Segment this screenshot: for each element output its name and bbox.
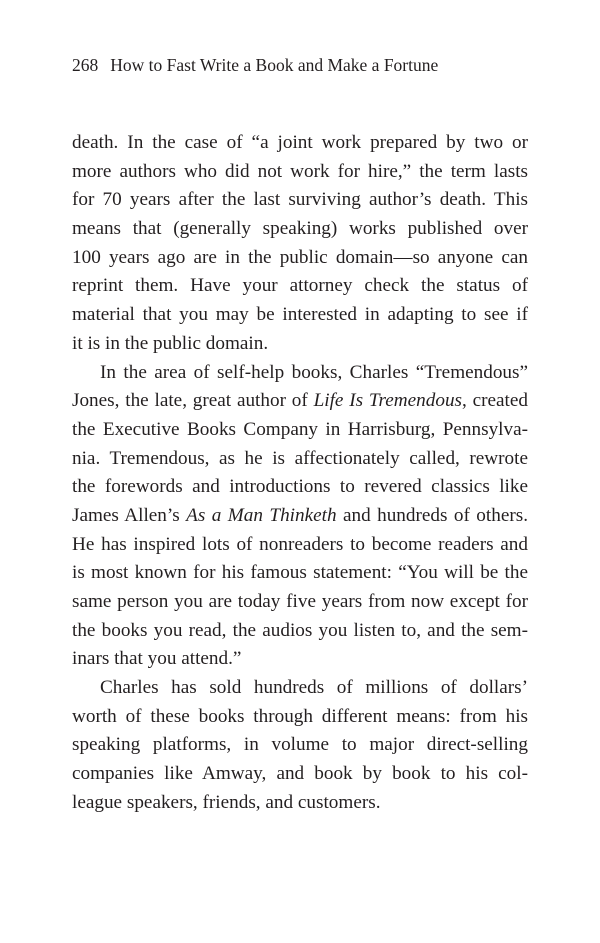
text-line bbox=[72, 129, 528, 158]
paragraph bbox=[72, 129, 528, 359]
text-line bbox=[72, 674, 528, 703]
paragraph bbox=[72, 674, 528, 817]
italic-title: Life Is Tremendous bbox=[313, 390, 462, 412]
text-segment: league speakers, friends, and customers. bbox=[72, 791, 381, 813]
text-line bbox=[72, 502, 528, 531]
text-segment: more authors who did not work for hire,” the term lasts bbox=[72, 160, 528, 182]
page-body-text bbox=[72, 129, 528, 818]
text-line bbox=[72, 617, 528, 646]
text-segment: means that (generally speaking) works published over bbox=[72, 218, 528, 240]
text-segment: , created bbox=[462, 390, 528, 412]
text-line bbox=[72, 473, 528, 502]
text-segment: In the area of self-help books, Charles “Tremendous” bbox=[100, 361, 528, 383]
text-segment: He has inspired lots of nonreaders to become readers and bbox=[72, 533, 528, 555]
text-segment: it is in the public domain. bbox=[72, 332, 269, 354]
text-segment: same person you are today five years from now except for bbox=[72, 591, 528, 612]
text-segment: companies like Amway, and book by book to his col- bbox=[72, 763, 528, 785]
text-segment: material that you may be interested in adapting to see if bbox=[72, 304, 528, 326]
text-line bbox=[72, 244, 528, 273]
text-line bbox=[72, 760, 528, 789]
text-segment: the Executive Books Company in Harrisburg, Pennsylva- bbox=[72, 418, 528, 440]
text-segment: Jones, the late, great author of bbox=[72, 390, 314, 412]
text-segment: 100 years ago are in the public domain—so anyone can bbox=[72, 246, 528, 268]
text-line bbox=[72, 158, 528, 187]
text-line bbox=[72, 416, 528, 445]
text-segment: worth of these books through different means: from his bbox=[72, 705, 528, 727]
text-segment: death. In the case of “a joint work prepared by two or bbox=[72, 132, 528, 153]
text-segment: reprint them. Have your attorney check the status of bbox=[72, 275, 528, 297]
text-line bbox=[72, 645, 528, 674]
text-line bbox=[72, 387, 528, 416]
text-line bbox=[72, 445, 528, 474]
text-line bbox=[72, 703, 528, 732]
text-line bbox=[72, 789, 528, 818]
text-segment: nia. Tremendous, as he is affectionately called, rewrote bbox=[72, 447, 528, 469]
running-header bbox=[72, 55, 438, 76]
italic-title: As a Man Thinketh bbox=[186, 504, 337, 526]
text-line bbox=[72, 559, 528, 588]
text-segment: inars that you attend.” bbox=[72, 648, 242, 670]
text-line bbox=[72, 215, 528, 244]
text-segment: is most known for his famous statement: “You will be the bbox=[72, 562, 528, 584]
text-line bbox=[72, 301, 528, 330]
text-segment: the forewords and introductions to revered classics like bbox=[72, 476, 528, 498]
text-segment: speaking platforms, in volume to major direct-selling bbox=[72, 734, 528, 756]
text-line bbox=[72, 359, 528, 388]
text-line bbox=[72, 731, 528, 760]
text-segment: for 70 years after the last surviving author’s death. This bbox=[72, 189, 528, 211]
text-segment: Charles has sold hundreds of millions of dollars’ bbox=[100, 677, 528, 699]
running-title: How to Fast Write a Book and Make a Fortune bbox=[110, 55, 439, 75]
text-line bbox=[72, 186, 528, 215]
text-segment: and hundreds of others. bbox=[336, 504, 529, 526]
text-segment: James Allen’s bbox=[72, 504, 187, 526]
text-line bbox=[72, 330, 528, 359]
text-line bbox=[72, 588, 528, 617]
text-line bbox=[72, 531, 528, 560]
paragraph bbox=[72, 359, 528, 675]
text-line bbox=[72, 272, 528, 301]
text-segment: the books you read, the audios you listen to, and the sem- bbox=[72, 619, 528, 641]
page-number: 268 bbox=[72, 55, 99, 75]
